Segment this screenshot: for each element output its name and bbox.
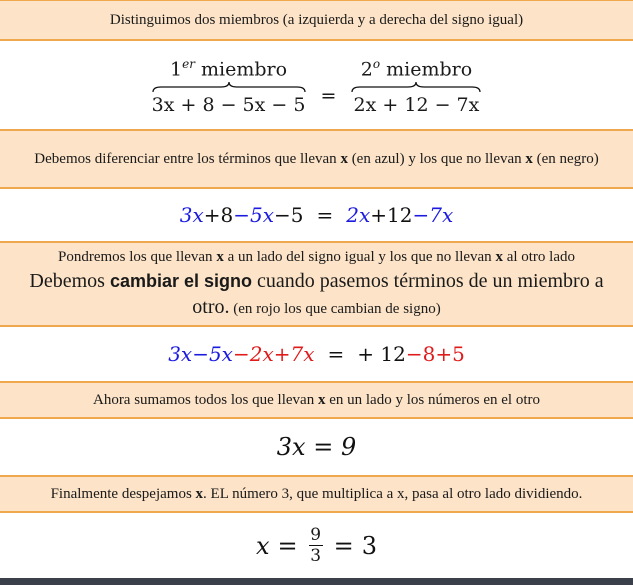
instruction-text: Debemos diferenciar entre los términos que llevan x (en azul) y los que no llevan x (en negro)	[34, 150, 599, 167]
instruction-step-5	[0, 476, 633, 512]
instruction-step-1	[0, 0, 633, 40]
second-member-brace	[350, 81, 482, 93]
term-constant: −5	[274, 202, 304, 227]
term-x: −5x	[233, 202, 274, 227]
equals-sign: =	[327, 341, 345, 366]
equation-sum	[0, 418, 633, 476]
term-constant: + 12	[357, 341, 406, 366]
instruction-line-2: Debemos cambiar el signo cuando pasemos términos de un miembro a otro. (en rojo los que cambian de signo)	[29, 269, 604, 318]
equals-sign: =	[316, 202, 334, 227]
instruction-step-3	[0, 242, 633, 326]
second-member-group	[350, 53, 482, 116]
solution-result: 3	[361, 531, 378, 560]
instruction-text: Finalmente despejamos x. EL número 3, que multiplica a x, pasa al otro lado dividiendo.	[50, 485, 583, 502]
term-constant-changed: −8	[405, 341, 436, 366]
term-x: 3x	[168, 341, 193, 366]
second-member-label: 2$^o$ miembro	[360, 57, 473, 81]
fraction-denominator: 3	[310, 546, 322, 567]
horizontal-scrollbar[interactable]	[0, 578, 633, 585]
equation-sign-change	[0, 326, 633, 382]
term-x: 2x	[346, 202, 371, 227]
term-x: −7x	[412, 202, 454, 227]
members-equation-row	[0, 40, 633, 130]
sum-equation: 3x = 9	[276, 433, 357, 461]
term-constant-changed: +5	[435, 341, 465, 366]
fraction	[309, 526, 323, 566]
instruction-text: Distinguimos dos miembros (a izquierda y a derecha del signo igual)	[109, 11, 524, 28]
instruction-text: Ahora sumamos todos los que llevan x en un lado y los números en el otro	[92, 391, 541, 408]
first-member-expression: 3x + 8 − 5x − 5	[151, 93, 306, 116]
fraction-numerator: 9	[310, 524, 322, 545]
instruction-step-4	[0, 382, 633, 418]
second-member-expression: 2x + 12 − 7x	[353, 93, 480, 116]
first-member-group	[151, 53, 307, 116]
instruction-step-2	[0, 130, 633, 188]
equals-sign: =	[333, 531, 354, 560]
equation-solution	[0, 512, 633, 578]
term-x-changed: −2x	[232, 341, 274, 366]
members-equals-sign: =	[320, 85, 337, 107]
term-x: 3x	[179, 202, 204, 227]
term-constant: +8	[203, 202, 234, 227]
term-x-changed: +7x	[273, 341, 315, 366]
first-member-brace	[151, 81, 307, 93]
solution-lhs: x	[255, 531, 270, 560]
equals-sign: =	[277, 531, 298, 560]
term-x: −5x	[192, 341, 233, 366]
instruction-line-1: Pondremos los que llevan x a un lado del signo igual y los que no llevan x al otro lado	[57, 248, 576, 265]
equation-colored-terms	[0, 188, 633, 242]
term-constant: +12	[370, 202, 413, 227]
first-member-label: 1er miembro	[170, 57, 288, 81]
